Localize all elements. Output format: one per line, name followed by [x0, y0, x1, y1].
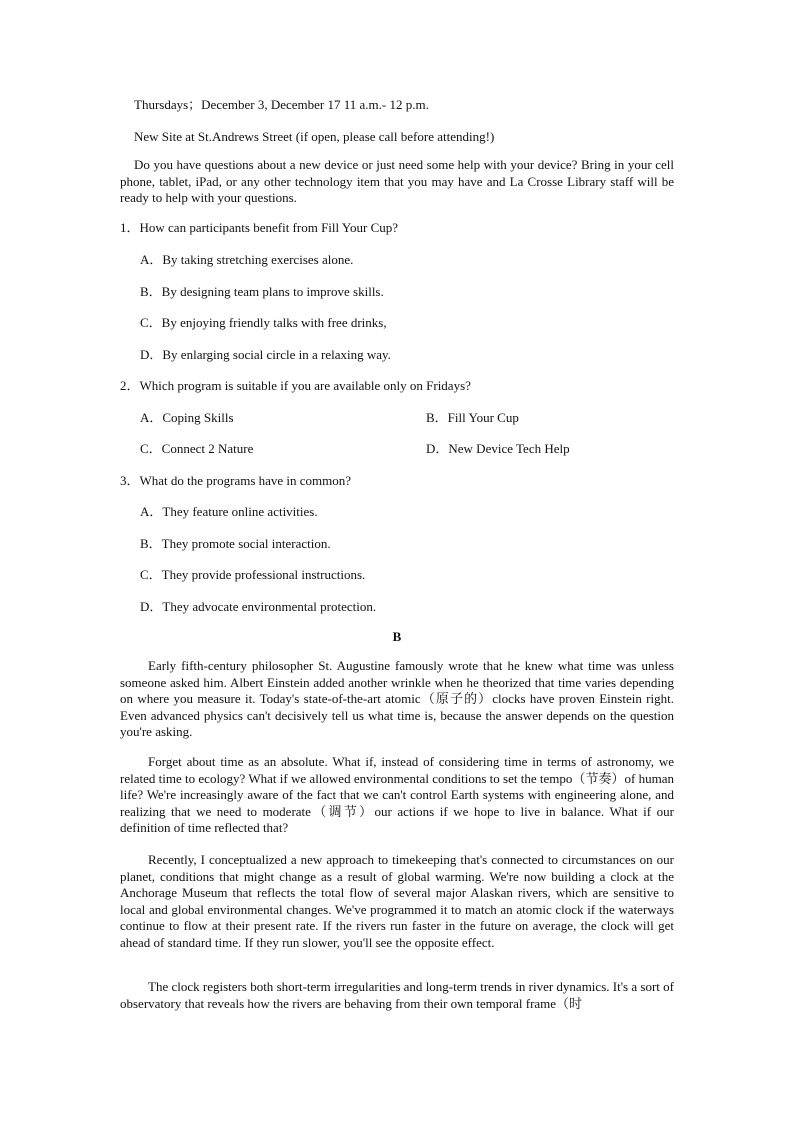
schedule-new-site: New Site at St.Andrews Street (if open, please call before attending!)	[134, 129, 495, 144]
question-2-option-d: D．New Device Tech Help	[426, 441, 570, 456]
question-2-option-c: C．Connect 2 Nature	[140, 441, 254, 456]
question-3-stem: 3．What do the programs have in common?	[120, 473, 352, 488]
schedule-thursdays: Thursdays；December 3, December 17 11 a.m.- 12 p.m.	[134, 97, 429, 112]
question-3-option-a: A．They feature online activities.	[140, 504, 318, 519]
question-2-stem: 2．Which program is suitable if you are available only on Fridays?	[120, 378, 471, 393]
question-2-option-a: A．Coping Skills	[140, 410, 234, 425]
section-b-paragraph-4: The clock registers both short-term irregularities and long-term trends in river dynamics. It's a sort of observatory that reveals how the rivers are behaving from their own temporal frame（时	[120, 979, 674, 1011]
intro-paragraph: Do you have questions about a new device or just need some help with your device? Bring in your cell phone, tablet, iPad, or any other technology item that you may have and La Crosse Library staff will be ready to help with your questions.	[120, 157, 674, 205]
question-1-option-c: C．By enjoying friendly talks with free drinks,	[140, 315, 387, 330]
question-2-option-b: B．Fill Your Cup	[426, 410, 519, 425]
question-1-option-b: B．By designing team plans to improve skills.	[140, 284, 384, 299]
question-1-option-a: A．By taking stretching exercises alone.	[140, 252, 354, 267]
question-3-option-c: C．They provide professional instructions.	[140, 567, 366, 582]
section-b-heading: B	[392, 629, 402, 644]
question-3-option-d: D．They advocate environmental protection.	[140, 599, 377, 614]
question-1-option-d: D．By enlarging social circle in a relaxing way.	[140, 347, 391, 362]
section-b-paragraph-2: Forget about time as an absolute. What if, instead of considering time in terms of astronomy, we related time to ecology? What if we allowed environmental conditions to set the tempo（节奏）of human life? We're increasingly aware of the fact that we can't control Earth systems with engineering alone, and realizing that we need to moderate（调节）our actions if we hope to live in balance. What if our definition of time reflected that?	[120, 754, 674, 835]
question-1-stem: 1．How can participants benefit from Fill Your Cup?	[120, 220, 399, 235]
section-b-paragraph-3: Recently, I conceptualized a new approach to timekeeping that's connected to circumstances on our planet, conditions that might change as a result of global warming. We're now building a clock at the Anchorage Museum that reflects the total flow of several major Alaskan rivers, which are sensitive to local and global environmental changes. We've programmed it to match an atomic clock if the waterways continue to flow at their present rate. If the rivers run faster in the future on average, the clock will get ahead of standard time. If they run slower, you'll see the opposite effect.	[120, 852, 674, 950]
section-b-paragraph-1: Early fifth-century philosopher St. Augustine famously wrote that he knew what time was unless someone asked him. Albert Einstein added another wrinkle when he theorized that time varies depending on where you measure it. Today's state-of-the-art atomic（原子的）clocks have proven Einstein right. Even advanced physics can't decisively tell us what time is, because the answer depends on the question you're asking.	[120, 658, 674, 739]
question-3-option-b: B．They promote social interaction.	[140, 536, 331, 551]
